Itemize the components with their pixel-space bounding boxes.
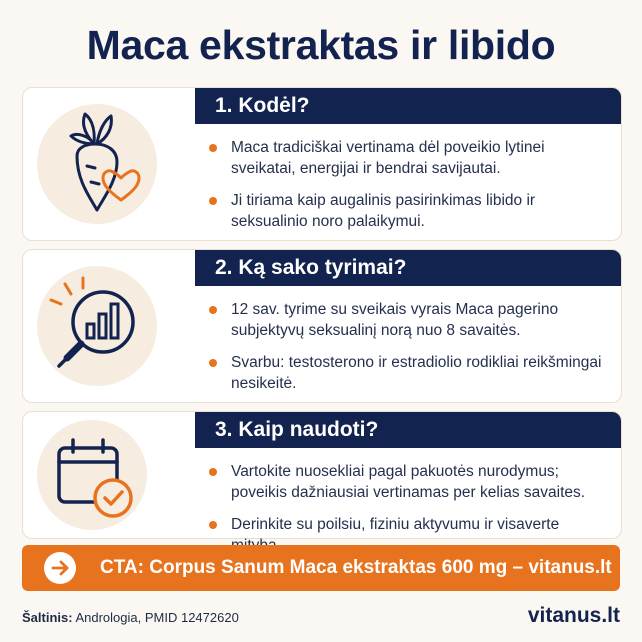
- bullet-dot: [209, 521, 217, 529]
- bullet-dot: [209, 359, 217, 367]
- bullet-dot: [209, 197, 217, 205]
- cta-banner[interactable]: [22, 545, 620, 591]
- list-item: Svarbu: testosterono ir estradiolio rodikliai reikšmingai nesikeitė.: [207, 352, 605, 394]
- list-item: Vartokite nuosekliai pagal pakuotės nurodymus; poveikis dažniausiai vertinamas per kelias savaites.: [207, 461, 605, 503]
- section-card-research: [22, 249, 622, 403]
- list-item: Ji tiriama kaip augalinis pasirinkimas libido ir seksualinio noro palaikymui.: [207, 190, 605, 232]
- cta-text: CTA: Corpus Sanum Maca ekstraktas 600 mg – vitanus.lt: [100, 557, 612, 578]
- calendar-check-icon: [37, 420, 147, 530]
- section-card-why: [22, 87, 622, 241]
- bullet-list: [207, 299, 605, 405]
- list-item: 12 sav. tyrime su sveikais vyrais Maca pagerino subjektyvų seksualinį norą nuo 8 savaitės.: [207, 299, 605, 341]
- section-heading: 1. Kodėl?: [195, 88, 621, 124]
- bullet-dot: [209, 468, 217, 476]
- maca-root-heart-icon: [37, 104, 157, 224]
- source-label: Šaltinis:: [22, 610, 73, 625]
- source-citation: [22, 610, 239, 625]
- source-text: Andrologia, PMID 12472620: [72, 610, 239, 625]
- section-heading: 2. Ką sako tyrimai?: [195, 250, 621, 286]
- list-item: Derinkite su poilsiu, fiziniu aktyvumu ir visaverte: [207, 514, 605, 556]
- brand-name: vitanus.lt: [527, 604, 620, 627]
- arrow-right-icon: [44, 552, 76, 584]
- bullet-dot: [209, 144, 217, 152]
- bullet-list: [207, 137, 605, 243]
- section-card-usage: [22, 411, 622, 539]
- section-heading: 3. Kaip naudoti?: [195, 412, 621, 448]
- list-item: Maca tradiciškai vertinama dėl poveikio lytinei sveikatai, energijai ir bendrai savijautai.: [207, 137, 605, 179]
- bullet-dot: [209, 306, 217, 314]
- magnifier-chart-icon: [37, 266, 157, 386]
- page-title: Maca ekstraktas ir libido: [86, 22, 556, 68]
